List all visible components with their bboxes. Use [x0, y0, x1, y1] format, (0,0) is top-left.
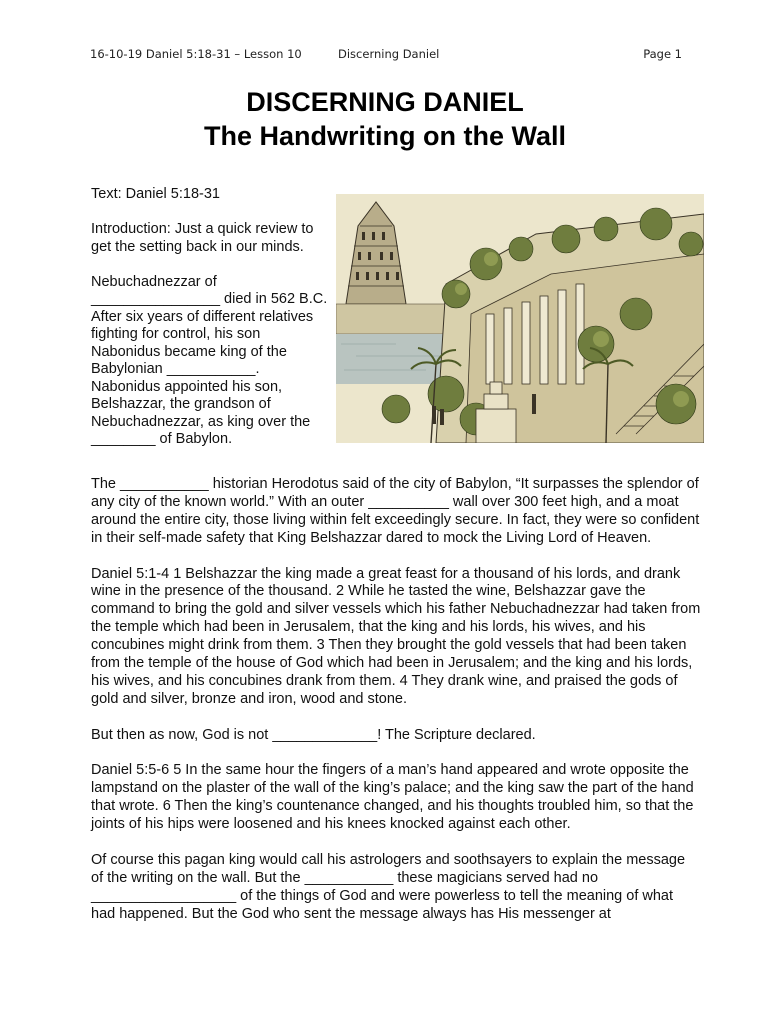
introduction-paragraph: Introduction: Just a quick review to get the setting back in our minds.: [91, 221, 314, 255]
herodotus-paragraph: The ___________ historian Herodotus said of the city of Babylon, “It surpasses the splendor of any city of the known world.” With an outer __________ wall over 300 feet high, and a moat around the entire city, those living within felt exceedingly secure. In fact, they were so confident in their self-made safety that King Belshazzar dared to mock the Living Lord of Heaven.: [91, 476, 700, 546]
text-reference: Text: Daniel 5:18-31: [91, 186, 220, 202]
lesson-body: [91, 476, 701, 941]
god-not-mocked-paragraph: But then as now, God is not _____________! The Scripture declared.: [91, 726, 536, 743]
scripture-daniel-5-1-4: Daniel 5:1-4 1 Belshazzar the king made a great feast for a thousand of his lords, and drank wine in the presence of the thousand. 2 While he tasted the wine, Belshazzar gave the command to bring the gold and silver vessels which his father Nebuchadnezzar had taken from the temple which had been in Jerusalem, that the king and his lords, his wives, and his concubines might drink from them. 3 Then they brought the gold vessels that had been taken from the temple of the house of God which had been in Jerusalem; and the king and his lords, his wives, and his concubines drank from them. 4 They drank wine, and praised the gods of gold and silver, bronze and iron, wood and stone.: [91, 565, 701, 707]
header-page-number: Page 1: [643, 47, 682, 61]
scripture-daniel-5-5-6: Daniel 5:5-6 5 In the same hour the fingers of a man’s hand appeared and wrote opposite the lampstand on the plaster of the wall of the king’s palace; and the king saw the part of the hand that wrote. 6 Then the king’s countenance changed, and his thoughts troubled him, so that the joints of his hips were loosened and his knees knocked against each other.: [91, 762, 694, 833]
page-header: [90, 47, 682, 65]
page-subtitle: The Handwriting on the Wall: [204, 121, 566, 151]
astrologers-paragraph: Of course this pagan king would call his astrologers and soothsayers to explain the message of the writing on the wall. But the ___________ these magicians served had no __________________ of the things of God and were powerless to tell the meaning of what had happened. But the God who sent the message always has His messenger at: [91, 851, 686, 922]
header-lesson: 16-10-19 Daniel 5:18-31 – Lesson 10: [90, 47, 302, 61]
nebuchadnezzar-paragraph: Nebuchadnezzar of ________________ died in 562 B.C. After six years of different relatives fighting for control, his son Nabonidus became king of the Babylonian ___________. Nabonidus appointed his son, Belshazzar, the grandson of Nebuchadnezzar, as king over the ________ of Babylon.: [91, 273, 328, 447]
hanging-gardens-illustration: [336, 194, 704, 443]
babylon-gardens-image: [336, 194, 704, 443]
header-series: Discerning Daniel: [338, 47, 440, 61]
page-title: DISCERNING DANIEL: [246, 87, 524, 117]
intro-column: [91, 186, 329, 466]
